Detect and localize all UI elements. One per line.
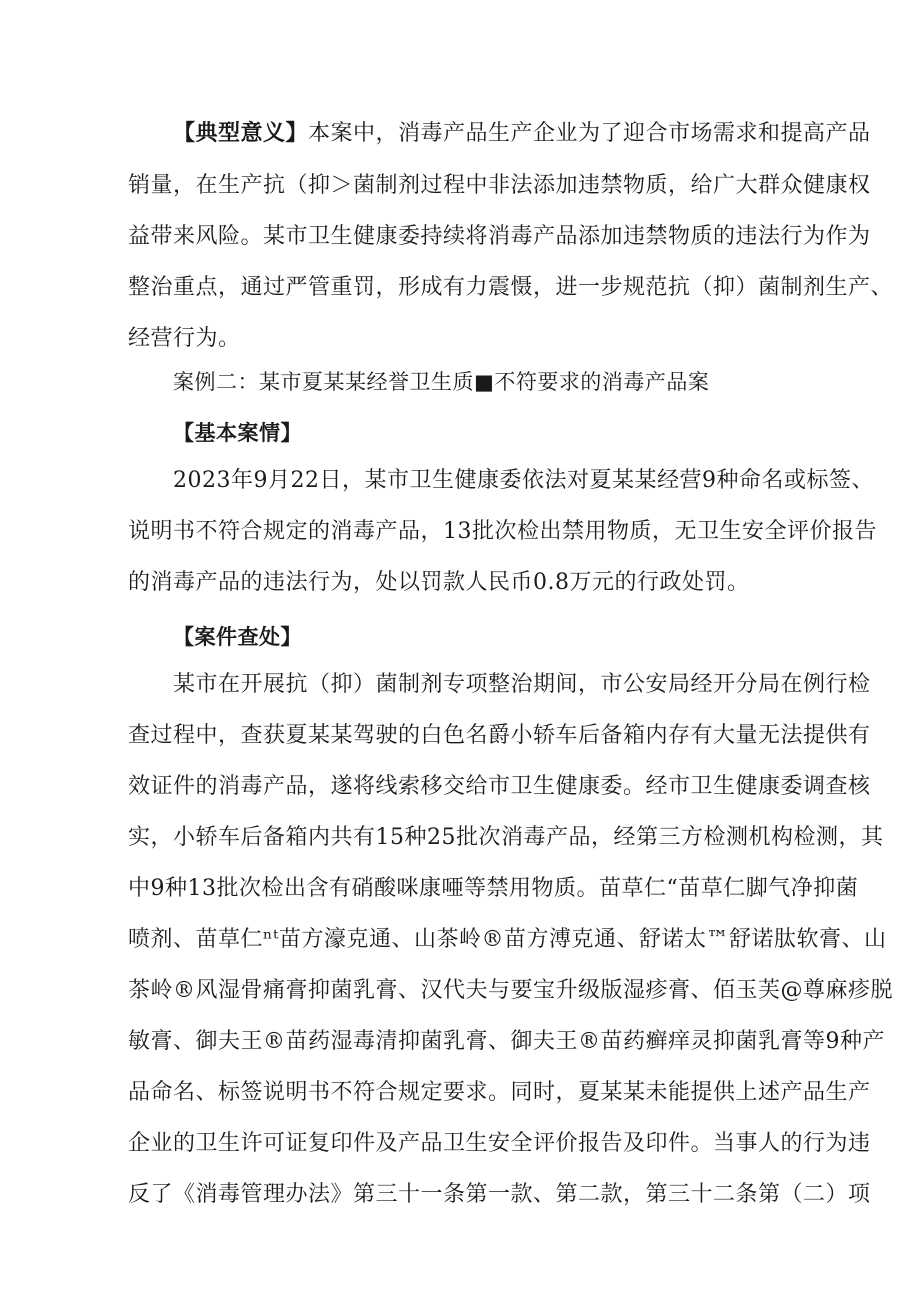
significance-paragraph-line-1 (173, 119, 871, 149)
investigation-line-11: 反了《消毒管理办法》第三十一条第一款、第二款，第三十二条第（二）项 (128, 1182, 871, 1207)
significance-paragraph-line-4: 整治重点，通过严管重罚，形成有力震慑，进一步规范抗（抑）菌制剂生产、 (128, 275, 894, 300)
significance-paragraph-line-2: 销量，在生产抗（抑＞菌制剂过程中非法添加违禁物质，给广大群众健康权 (128, 173, 871, 198)
significance-text: 本案中，消毒产品生产企业为了迎合市场需求和提高产品 (308, 121, 871, 146)
investigation-line-1: 某市在开展抗（抑）菌制剂专项整治期间，市公安局经开分局在例行检 (173, 672, 871, 697)
investigation-line-8: 敏膏、御夫王®苗药湿毒清抑菌乳膏、御夫王®苗药癣痒灵抑菌乳膏等9种产 (128, 1029, 885, 1054)
basic-facts-line-1: 2023年9月22日，某市卫生健康委依法对夏某某经营9种命名或标签、 (173, 468, 874, 493)
investigation-line-5: 中9种13批次检出含有硝酸咪康唖等禁用物质。苗草仁“苗草仁脚气净抑菌 (128, 876, 859, 901)
basic-facts-heading: 【基本案情】 (173, 421, 302, 445)
investigation-line-4: 实，小轿车后备箱内共有15种25批次消毒产品，经第三方检测机构检测，其 (128, 825, 884, 850)
investigation-line-3: 效证件的消毒产品，遂将线索移交给市卫生健康委。经市卫生健康委调查核 (128, 774, 871, 799)
significance-paragraph-line-5: 经营行为。 (128, 326, 241, 351)
investigation-line-9: 品命名、标签说明书不符合规定要求。同时，夏某某未能提供上述产品生产 (128, 1080, 871, 1105)
investigation-line-7: 茶岭®风湿骨痛膏抑菌乳膏、汉代夫与要宝升级版湿疹膏、佰玉芙@尊麻疹脱 (128, 978, 894, 1003)
investigation-heading: 【案件查处】 (173, 625, 302, 649)
basic-facts-line-3: 的消毒产品的违法行为，处以罚款人民币0.8万元的行政处罚。 (128, 570, 750, 595)
investigation-line-10: 企业的卫生许可证复印件及产品卫生安全评价报告及印件。当事人的行为违 (128, 1131, 871, 1156)
significance-heading: 【典型意义】 (173, 121, 309, 146)
case-title: 案例二：某市夏某某经誉卫生质■不符要求的消毒产品案 (173, 370, 710, 394)
investigation-line-2: 查过程中，查获夏某某驾驶的白色名爵小轿车后备箱内存有大量无法提供有 (128, 723, 871, 748)
significance-paragraph-line-3: 益带来风险。某市卫生健康委持续将消毒产品添加违禁物质的违法行为作为 (128, 224, 871, 249)
investigation-line-6: 喷剂、苗草仁ⁿᵗ苗方濠克通、山茶岭®苗方溥克通、舒诺太™舒诺肽软膏、山 (128, 927, 887, 952)
basic-facts-line-2: 说明书不符合规定的消毒产品，13批次检出禁用物质，无卫生安全评价报告 (128, 519, 877, 544)
